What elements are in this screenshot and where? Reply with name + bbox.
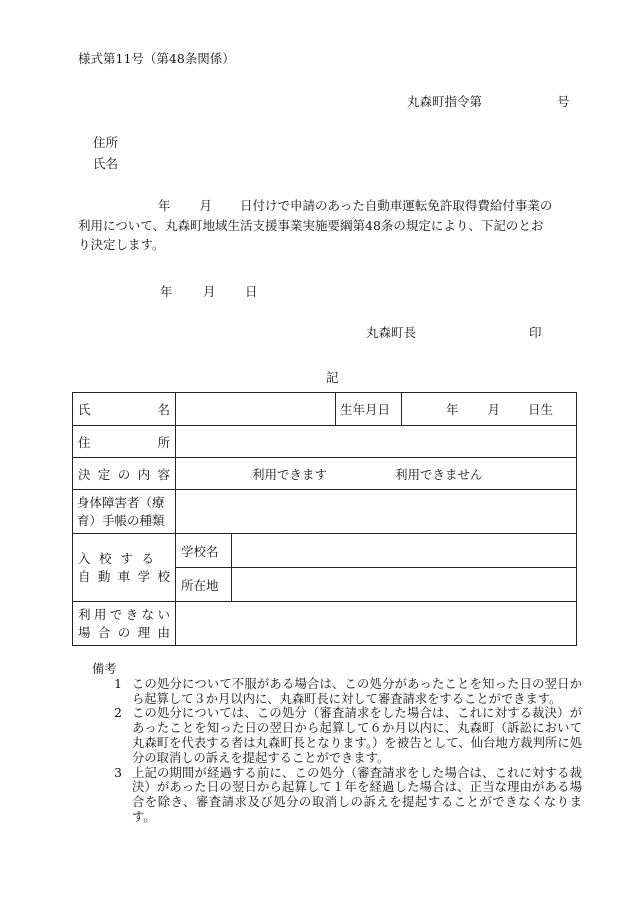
- handbook-field[interactable]: [176, 490, 577, 534]
- doc-number-suffix: 号: [557, 94, 570, 109]
- handbook-label: 身体障害者（療 育）手帳の種類: [73, 490, 176, 534]
- ki-heading: 記: [326, 370, 339, 385]
- date-day: 日: [245, 284, 258, 299]
- issuer-title: 丸森町長: [366, 325, 417, 340]
- row-name: [73, 393, 577, 426]
- seal-mark: 印: [529, 325, 542, 340]
- name-label: 氏 名: [73, 393, 176, 426]
- school-name-label: 学校名: [176, 534, 232, 568]
- school-label: 入 校 す る 自 動 車 学 校: [73, 534, 176, 602]
- note-item: 2 この処分については、この処分（審査請求をした場合は、これに対する裁決）があったことを知った日の翌日から起算して６か月以内に、丸森町（訴訟において丸森町を代表する者は丸森町長となります。）を被告として、仙台地方裁判所に処分の取消しの訴えを提起することができます。: [114, 706, 582, 765]
- row-address: [73, 426, 577, 458]
- birth-month: 月: [487, 402, 501, 417]
- body-line-3: り決定します。: [78, 237, 165, 252]
- notes-heading: 備考: [92, 662, 117, 676]
- body-line-2: 利用について、丸森町地域生活支援事業実施要綱第48条の規定により、下記のとお: [78, 217, 544, 233]
- school-name-field[interactable]: [232, 534, 577, 568]
- reason-field[interactable]: [176, 602, 577, 646]
- note-item: 3 上記の期間が経過する前に、この処分（審査請求をした場合は、これに対する裁決）があった日の翌日から起算して１年を経過した場合は、正当な理由がある場合を除き、審査請求及び処分の取消しの訴えを提起することができなくなります。: [114, 765, 582, 824]
- date-month: 月: [203, 284, 216, 299]
- school-location-field[interactable]: [232, 568, 577, 602]
- reason-label: 利 用 で き な い 場 合 の 理 由: [73, 602, 176, 646]
- school-location-label: 所在地: [176, 568, 232, 602]
- birth-date-label: 生年月日: [336, 393, 402, 426]
- birth-date-field[interactable]: [402, 393, 577, 426]
- birth-year: 年: [446, 402, 459, 417]
- body-text-1: 日付けで申請のあった自動車運転免許取得費給付事業の: [240, 198, 553, 213]
- addressee-address-label: 住所: [93, 135, 119, 150]
- body-line-1: [78, 196, 584, 216]
- address-field[interactable]: [176, 426, 577, 458]
- birth-day: 日生: [528, 402, 554, 417]
- name-field[interactable]: [176, 393, 336, 426]
- address-label: 住 所: [73, 426, 176, 458]
- notes-section: [92, 662, 582, 825]
- addressee-name-label: 氏名: [93, 156, 119, 171]
- body-year: 年: [158, 198, 171, 213]
- note-item: 1 この処分について不服がある場合は、この処分があったことを知った日の翌日から起算して３か月以内に、丸森町長に対して審査請求をすることができます。: [114, 676, 582, 706]
- decision-field: [176, 458, 577, 490]
- body-text: [78, 196, 584, 255]
- form-number: 様式第11号（第48条関係）: [78, 51, 235, 66]
- row-school-name: [73, 534, 577, 568]
- body-month: 月: [199, 198, 213, 213]
- decision-option-no[interactable]: 利用できません: [395, 466, 483, 482]
- doc-number-prefix: 丸森町指令第: [407, 94, 483, 109]
- decision-table: [72, 392, 577, 646]
- decision-option-yes[interactable]: 利用できます: [252, 466, 328, 482]
- row-reason: [73, 602, 577, 646]
- row-decision: [73, 458, 577, 490]
- date-year: 年: [160, 284, 173, 299]
- decision-label: 決 定 の 内 容: [73, 458, 176, 490]
- row-handbook: [73, 490, 577, 534]
